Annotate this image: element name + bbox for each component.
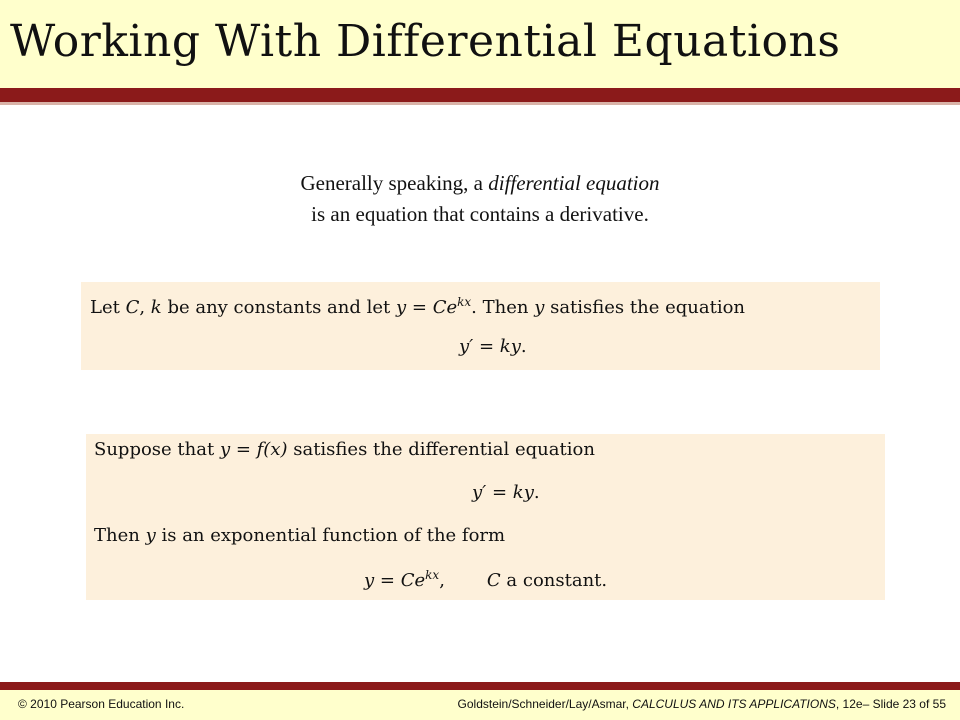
footer-authors: Goldstein/Schneider/Lay/Asmar, (457, 697, 633, 711)
intro-before: Generally speaking, a (300, 171, 489, 195)
t1-text-d: satisfies the equation (544, 297, 746, 318)
t1-var-c: C (125, 297, 140, 318)
t2-form-text: a constant. (500, 570, 608, 591)
t1-var-y2: y (534, 297, 545, 318)
t1-exponent: kx (457, 295, 472, 309)
t1-var-k: k (150, 297, 162, 318)
t2-eq-period: . (533, 482, 540, 503)
slide-title: Working With Differential Equations (10, 16, 841, 67)
t2-var-y: y (219, 439, 231, 460)
t2-eq-equals: = (486, 482, 513, 503)
theorem-box-2 (86, 434, 885, 600)
theorem-2-line-3 (94, 525, 505, 546)
t2-eq-lhs: y′ (472, 482, 487, 503)
intro-line-2: is an equation that contains a derivative. (311, 202, 649, 226)
t2-text-a: Suppose that (94, 439, 220, 460)
t1-eq-period: . (520, 336, 527, 357)
t2-form-e: e (414, 570, 426, 591)
footer-copyright: © 2010 Pearson Education Inc. (18, 697, 185, 711)
footer-edition: , 12e (835, 697, 863, 711)
title-bar (0, 0, 960, 88)
t2-fx: f(x) (256, 439, 288, 460)
t1-var-c2: C (432, 297, 447, 318)
t2-text-b: satisfies the differential equation (287, 439, 595, 460)
t2-equals: = (230, 439, 257, 460)
t2-form-y: y (364, 570, 375, 591)
t1-var-y: y (395, 297, 407, 318)
theorem-2-form (364, 568, 607, 591)
t2-eq-rhs: ky (512, 482, 534, 503)
t1-eq-rhs: ky (499, 336, 521, 357)
t2-form-comma: , (439, 570, 445, 591)
theorem-1-equation (459, 336, 527, 357)
t1-text-c: . Then (471, 297, 535, 318)
intro-line-1 (0, 168, 960, 199)
t1-text-a: Let (90, 297, 126, 318)
title-divider (0, 88, 960, 102)
t1-var-e: e (446, 297, 458, 318)
footer-book-title: CALCULUS AND ITS APPLICATIONS (632, 697, 836, 711)
intro-emphasis: differential equation (488, 171, 660, 195)
t1-eq-equals: = (473, 336, 500, 357)
t2-text-d: is an exponential function of the form (155, 525, 506, 546)
t2-form-c: C (400, 570, 415, 591)
t2-var-y2: y (145, 525, 156, 546)
t2-form-equals: = (374, 570, 401, 591)
title-divider-shadow (0, 102, 960, 105)
t1-text-b: be any constants and let (161, 297, 396, 318)
theorem-1-line-1 (90, 295, 745, 318)
t2-text-c: Then (94, 525, 146, 546)
t1-comma: , (139, 297, 151, 318)
t1-eq-lhs: y′ (459, 336, 474, 357)
theorem-2-equation (472, 482, 540, 503)
intro-text (0, 168, 960, 230)
footer-divider (0, 682, 960, 690)
t1-equals: = (406, 297, 433, 318)
footer-citation (458, 697, 946, 711)
t2-form-exponent: kx (425, 568, 440, 582)
theorem-box-1 (81, 282, 880, 370)
footer-slide-number: – Slide 23 of 55 (862, 697, 946, 711)
t2-form-c2: C (486, 570, 501, 591)
theorem-2-line-1 (94, 439, 595, 460)
